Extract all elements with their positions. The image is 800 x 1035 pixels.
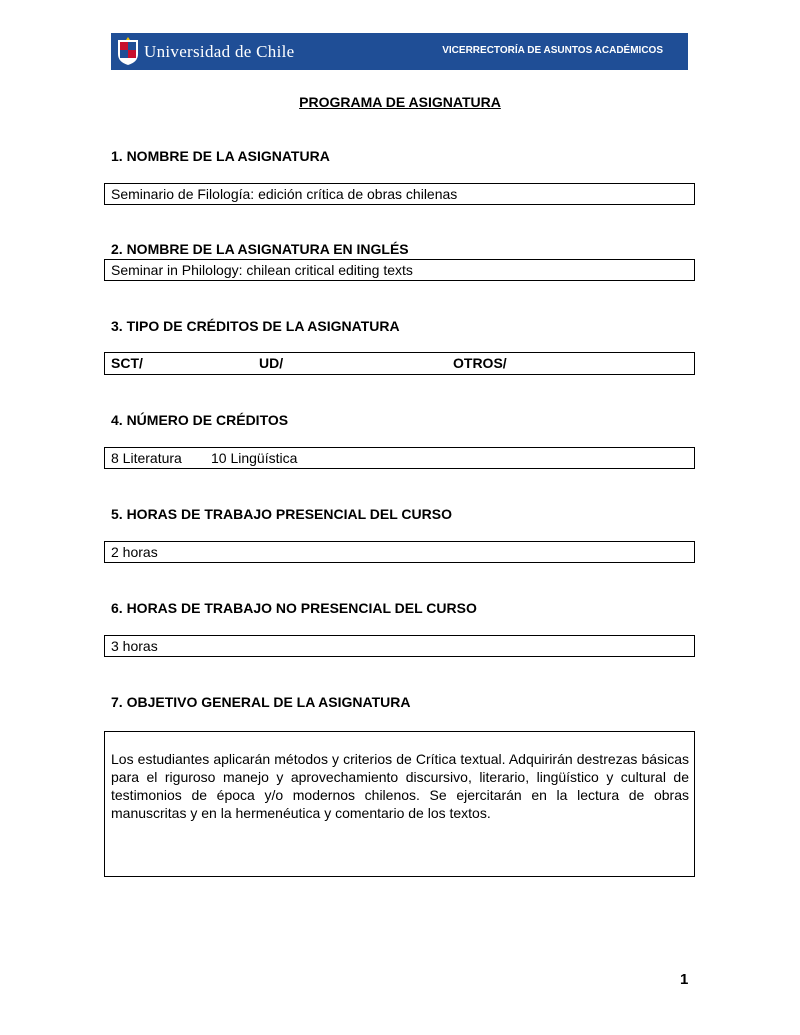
page-number: 1 [680,971,689,988]
section-4-heading: 4. NÚMERO DE CRÉDITOS [111,412,289,428]
section-5-heading: 5. HORAS DE TRABAJO PRESENCIAL DEL CURSO [111,506,452,522]
credit-type-sct: SCT/ [111,355,143,371]
credit-type-row [111,355,694,371]
credit-type-otros: OTROS/ [453,355,507,371]
general-objective-text: Los estudiantes aplicarán métodos y criterios de Crítica textual. Adquirirán destrezas básicas para el riguroso manejo y aprovechamiento discursivo, literario, lingüístico y cultural de testimonios de época y/o modernos chilenos. Se ejercitarán en la lectura de obras manuscritas y en la hermenéutica y comentario de los textos. [111,751,689,821]
header-banner [111,33,688,70]
presential-hours-value: 2 horas [111,544,158,560]
section-7-heading: 7. OBJETIVO GENERAL DE LA ASIGNATURA [111,694,411,710]
section-1-box [104,183,695,205]
section-1-heading: 1. NOMBRE DE LA ASIGNATURA [111,148,330,164]
course-name-english-value: Seminar in Philology: chilean critical editing texts [111,262,413,278]
course-name-value: Seminario de Filología: edición crítica de obras chilenas [111,186,458,202]
credits-linguistica: 10 Lingüística [211,450,298,466]
section-6-heading: 6. HORAS DE TRABAJO NO PRESENCIAL DEL CURSO [111,600,477,616]
section-3-box [104,352,695,375]
section-2-heading: 2. NOMBRE DE LA ASIGNATURA EN INGLÉS [111,241,409,257]
section-2-box [104,259,695,281]
section-3-heading: 3. TIPO DE CRÉDITOS DE LA ASIGNATURA [111,318,400,334]
credit-type-ud: UD/ [259,355,284,371]
section-6-box [104,635,695,657]
university-crest-icon [117,37,139,66]
document-title: PROGRAMA DE ASIGNATURA [299,94,501,110]
section-4-box [104,447,695,469]
section-7-box [104,731,695,877]
department-name: VICERRECTORÍA DE ASUNTOS ACADÉMICOS [442,45,663,56]
non-presential-hours-value: 3 horas [111,638,158,654]
section-5-box [104,541,695,563]
credits-literatura: 8 Literatura [111,450,182,466]
university-name: Universidad de Chile [144,42,295,61]
